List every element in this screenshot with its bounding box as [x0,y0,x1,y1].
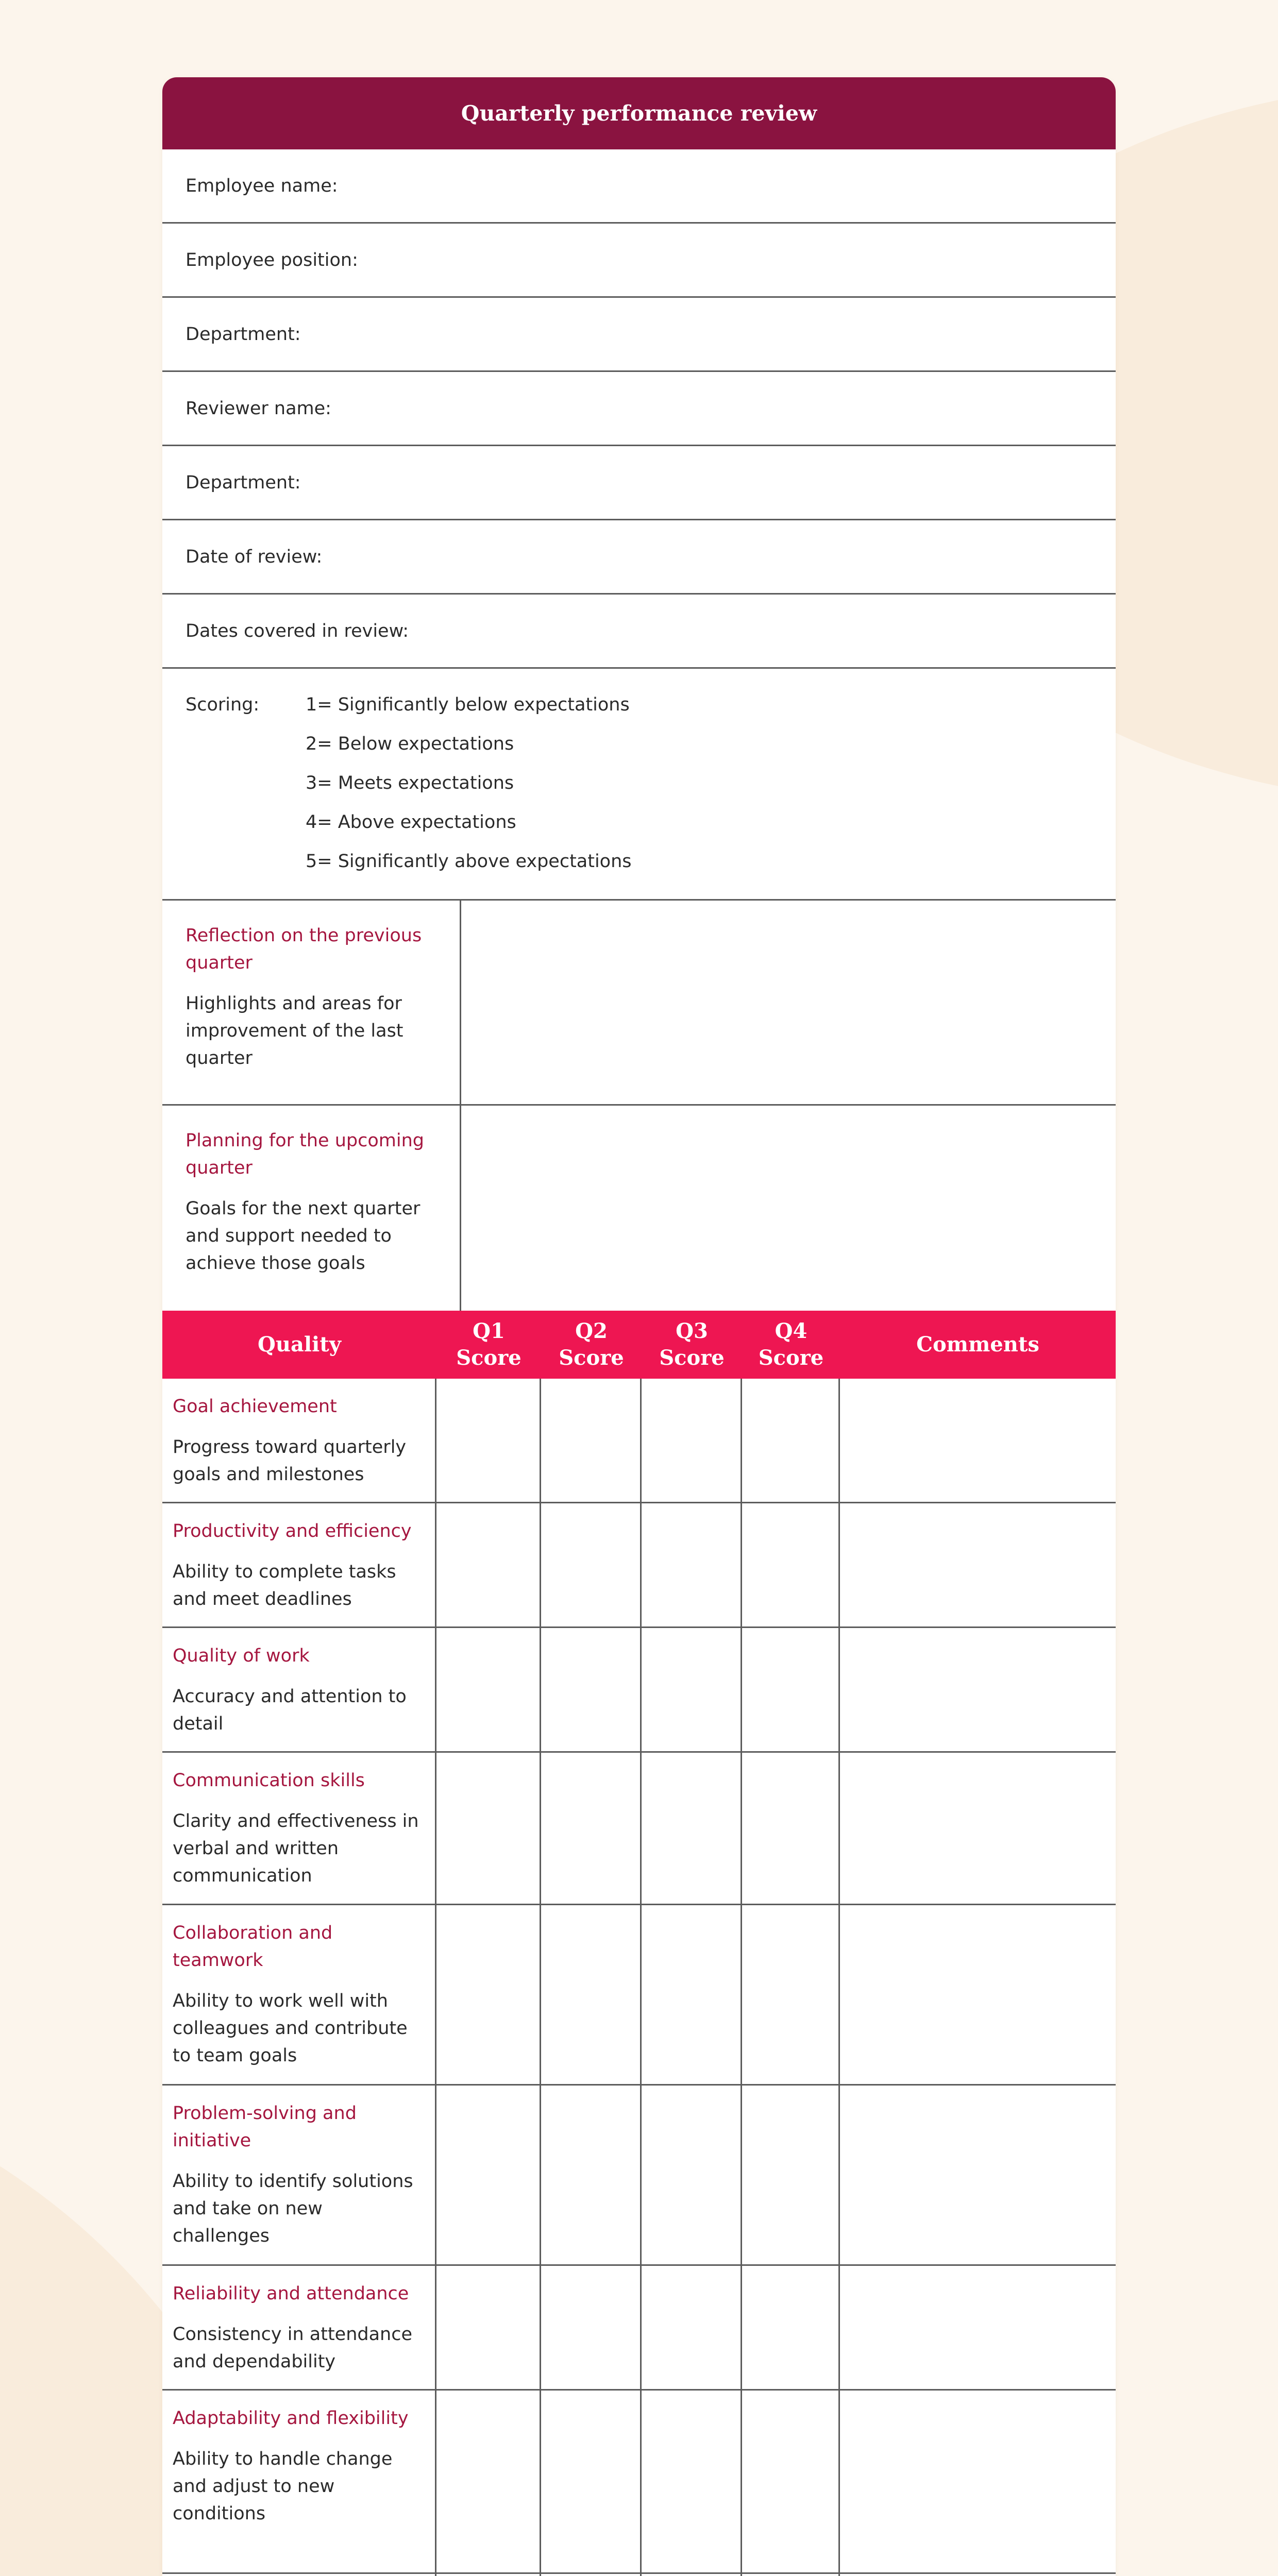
table-row [162,1753,1116,1905]
q1-score-input[interactable] [436,1503,541,1626]
table-row [162,2266,1116,2391]
q4-score-input[interactable] [742,2574,840,2576]
quality-table-body [162,1379,1116,2576]
q2-score-input[interactable] [541,1379,642,1502]
quality-cell [162,1753,436,1904]
q3-score-input[interactable] [642,1503,742,1626]
employee-position-field[interactable]: Employee position: [162,224,1116,298]
q2-score-input[interactable] [541,1503,642,1626]
header-q4-score: Q4 Score [758,1319,824,1370]
reviewer-department-field[interactable]: Department: [162,446,1116,520]
comments-input[interactable] [840,2086,1116,2264]
comments-input[interactable] [840,2391,1116,2572]
quality-cell [162,1628,436,1751]
quality-description: Ability to complete tasks and meet deadlines [173,1562,396,1609]
q3-score-input[interactable] [642,2574,742,2576]
q4-score-input[interactable] [742,2391,840,2572]
reviewer-name-field[interactable]: Reviewer name: [162,372,1116,446]
table-row [162,2086,1116,2266]
q1-score-input[interactable] [436,1905,541,2084]
q3-score-input[interactable] [642,2266,742,2389]
q3-score-input[interactable] [642,2086,742,2264]
scoring-label: Scoring: [186,694,260,715]
header-q1-score: Q1 Score [456,1319,522,1370]
quality-cell [162,1379,436,1502]
q1-score-input[interactable] [436,2391,541,2572]
q1-score-input[interactable] [436,2086,541,2264]
reflection-description: Highlights and areas for improvement of the last quarter [186,993,403,1069]
planning-section [162,1106,1116,1311]
header-comments: Comments [916,1332,1039,1357]
form-title: Quarterly performance review [162,77,1116,149]
q2-score-input[interactable] [541,2391,642,2572]
q3-score-input[interactable] [642,1379,742,1502]
comments-input[interactable] [840,1628,1116,1751]
employee-department-field[interactable]: Department: [162,298,1116,372]
q4-score-input[interactable] [742,2086,840,2264]
comments-input[interactable] [840,1753,1116,1904]
q4-score-input[interactable] [742,1503,840,1626]
q4-score-input[interactable] [742,1379,840,1502]
date-of-review-field[interactable]: Date of review: [162,520,1116,595]
planning-input[interactable] [461,1106,1116,1311]
quality-cell [162,2574,436,2576]
comments-input[interactable] [840,2574,1116,2576]
header-quality: Quality [258,1332,341,1357]
employee-name-field[interactable]: Employee name: [162,149,1116,224]
q1-score-input[interactable] [436,1379,541,1502]
q3-score-input[interactable] [642,1753,742,1904]
q1-score-input[interactable] [436,2574,541,2576]
table-row [162,2574,1116,2576]
q4-score-input[interactable] [742,1905,840,2084]
q3-score-input[interactable] [642,1905,742,2084]
header-q2-score: Q2 Score [559,1319,624,1370]
quality-description: Clarity and effectiveness in verbal and written communication [173,1811,419,1886]
q2-score-input[interactable] [541,1905,642,2084]
comments-input[interactable] [840,1905,1116,2084]
q3-score-input[interactable] [642,2391,742,2572]
table-row [162,1379,1116,1503]
quality-table-header [162,1311,1116,1379]
q2-score-input[interactable] [541,1753,642,1904]
quality-cell [162,2086,436,2264]
comments-input[interactable] [840,2266,1116,2389]
q4-score-input[interactable] [742,1628,840,1751]
q2-score-input[interactable] [541,2574,642,2576]
quality-cell [162,2391,436,2572]
table-row [162,1628,1116,1753]
quality-title: Quality of work [173,1646,310,1666]
q2-score-input[interactable] [541,2086,642,2264]
q2-score-input[interactable] [541,1628,642,1751]
quality-title: Goal achievement [173,1396,337,1417]
quality-description: Ability to identify solutions and take on new challenges [173,2171,413,2246]
q1-score-input[interactable] [436,1628,541,1751]
quality-title: Communication skills [173,1770,365,1791]
quality-title: Productivity and efficiency [173,1521,412,1541]
q1-score-input[interactable] [436,2266,541,2389]
comments-input[interactable] [840,1379,1116,1502]
scoring-item: 2= Below expectations [306,734,514,754]
quality-description: Ability to work well with colleagues and contribute to team goals [173,1991,408,2066]
q3-score-input[interactable] [642,1628,742,1751]
quality-title: Problem-solving and initiative [173,2103,357,2151]
reflection-section [162,901,1116,1106]
reflection-title: Reflection on the previous quarter [186,925,422,973]
quality-cell [162,2266,436,2389]
comments-input[interactable] [840,1503,1116,1626]
q4-score-input[interactable] [742,2266,840,2389]
q4-score-input[interactable] [742,1753,840,1904]
review-form [162,77,1116,2576]
dates-covered-field[interactable]: Dates covered in review: [162,595,1116,669]
scoring-item: 4= Above expectations [306,812,516,833]
table-row [162,1905,1116,2086]
quality-description: Accuracy and attention to detail [173,1686,407,1734]
quality-title: Collaboration and teamwork [173,1923,333,1971]
scoring-item: 3= Meets expectations [306,773,514,793]
quality-cell [162,1905,436,2084]
scoring-legend [162,669,1116,901]
quality-description: Progress toward quarterly goals and milestones [173,1437,407,1485]
quality-cell [162,1503,436,1626]
quality-title: Adaptability and flexibility [173,2408,409,2429]
quality-description: Consistency in attendance and dependability [173,2324,413,2372]
scoring-item: 5= Significantly above expectations [306,851,632,872]
planning-title: Planning for the upcoming quarter [186,1130,424,1178]
table-row [162,2391,1116,2574]
table-row [162,1503,1116,1628]
header-q3-score: Q3 Score [659,1319,725,1370]
quality-description: Ability to handle change and adjust to new conditions [173,2449,393,2524]
q2-score-input[interactable] [541,2266,642,2389]
quality-title: Reliability and attendance [173,2283,409,2304]
reflection-input[interactable] [461,901,1116,1104]
q1-score-input[interactable] [436,1753,541,1904]
scoring-item: 1= Significantly below expectations [306,694,630,715]
planning-description: Goals for the next quarter and support needed to achieve those goals [186,1198,421,1274]
